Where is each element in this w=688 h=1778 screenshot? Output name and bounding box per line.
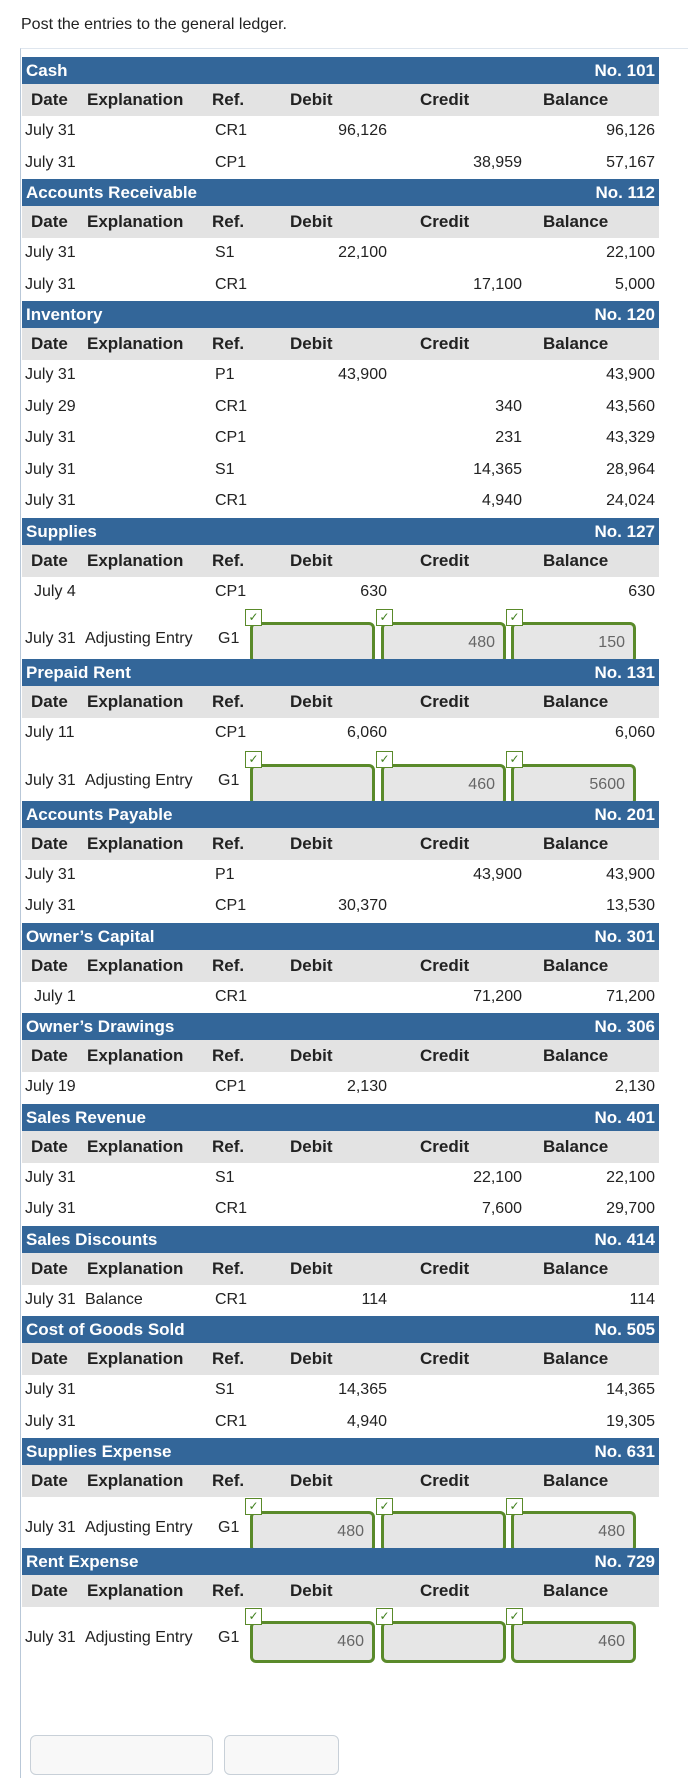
- ledger-account: [22, 518, 659, 660]
- credit-input[interactable]: 480: [381, 622, 506, 664]
- column-header-row: [22, 206, 659, 238]
- account-name: Inventory: [26, 305, 103, 324]
- column-header-debit: Debit: [290, 550, 333, 570]
- entry-debit: 114: [361, 1290, 387, 1308]
- account-number: No. 505: [594, 1320, 655, 1339]
- account-number: No. 112: [595, 183, 655, 202]
- column-header-balance: Balance: [543, 1136, 609, 1156]
- entry-debit: 630: [360, 582, 387, 600]
- account-number: No. 729: [594, 1552, 655, 1571]
- ledger-entry-row: [22, 1407, 659, 1439]
- entry-ref: P1: [215, 865, 235, 883]
- entry-balance: 24,024: [606, 492, 655, 509]
- column-header-explanation: Explanation: [87, 90, 184, 109]
- account-number: No. 127: [594, 521, 655, 541]
- account-header: [22, 1013, 659, 1040]
- ledger-account: [22, 801, 659, 923]
- account-header: [22, 1438, 659, 1465]
- account-header: [22, 57, 659, 84]
- column-header-date: Date: [31, 955, 68, 975]
- account-number: No. 301: [594, 926, 655, 946]
- account-name: Owner’s Capital: [26, 926, 155, 946]
- entry-balance: 43,900: [606, 865, 655, 883]
- entry-date: July 31: [25, 366, 76, 383]
- ledger-entry-row: [22, 1285, 659, 1317]
- entry-credit: 231: [495, 429, 522, 446]
- check-icon: ✓: [376, 609, 393, 626]
- adjusting-entry-row: [22, 608, 659, 659]
- entry-ref: S1: [215, 1381, 235, 1398]
- account-name: Accounts Receivable: [26, 183, 198, 202]
- account-header: [22, 659, 659, 686]
- account-name: Supplies Expense: [26, 1442, 172, 1461]
- column-header-balance: Balance: [543, 692, 609, 711]
- adjusting-entry-row: [22, 1497, 659, 1548]
- entry-debit: 43,900: [338, 366, 387, 383]
- entry-balance: 5,000: [614, 275, 655, 293]
- column-header-balance: Balance: [543, 1349, 609, 1368]
- check-icon: ✓: [245, 609, 262, 626]
- entry-ref: CR1: [215, 397, 248, 415]
- column-header-credit: Credit: [420, 1349, 470, 1368]
- column-header-ref: Ref.: [212, 550, 245, 570]
- ledger-entry-row: [22, 423, 659, 455]
- account-name: Accounts Payable: [26, 804, 173, 824]
- entry-ref: CP1: [215, 582, 247, 600]
- entry-ref: G1: [218, 1629, 240, 1646]
- column-header-explanation: Explanation: [87, 1258, 184, 1278]
- entry-ref: CR1: [215, 122, 248, 139]
- column-header-date: Date: [31, 1046, 68, 1065]
- entry-explanation: Balance: [85, 1290, 143, 1308]
- column-header-date: Date: [31, 212, 68, 231]
- entry-date: July 31: [25, 865, 76, 883]
- column-header-credit: Credit: [420, 334, 470, 353]
- column-header-row: [22, 950, 659, 982]
- ledger-entry-row: [22, 116, 659, 148]
- account-header: [22, 923, 659, 950]
- entry-balance: 22,100: [606, 244, 655, 261]
- column-header-row: [22, 1131, 659, 1163]
- entry-date: July 29: [25, 397, 76, 415]
- column-header-debit: Debit: [290, 955, 333, 975]
- column-header-date: Date: [31, 550, 68, 570]
- entry-date: July 31: [25, 1629, 76, 1646]
- column-header-row: [22, 545, 659, 577]
- column-header-credit: Credit: [420, 90, 470, 109]
- entry-debit: 96,126: [338, 122, 387, 139]
- column-header-explanation: Explanation: [87, 1046, 184, 1065]
- ledger-account: [22, 1548, 659, 1658]
- check-icon: ✓: [245, 1498, 262, 1515]
- column-header-row: [22, 1465, 659, 1497]
- entry-ref: CP1: [215, 429, 247, 446]
- ledger-entry-row: [22, 1375, 659, 1407]
- entry-ref: G1: [218, 771, 240, 789]
- entry-date: July 31: [25, 460, 76, 478]
- entry-date: July 31: [25, 1412, 76, 1430]
- column-header-row: [22, 1040, 659, 1072]
- column-header-row: [22, 1575, 659, 1607]
- account-header: [22, 518, 659, 545]
- column-header-credit: Credit: [420, 833, 470, 853]
- account-header: [22, 1104, 659, 1131]
- column-header-credit: Credit: [420, 212, 470, 231]
- credit-input[interactable]: [381, 1511, 506, 1553]
- ledger-account: [22, 1013, 659, 1104]
- entry-date: July 31: [25, 897, 76, 914]
- column-header-credit: Credit: [420, 1581, 470, 1600]
- column-header-date: Date: [31, 1349, 68, 1368]
- entry-ref: S1: [215, 460, 235, 478]
- ledger-entry-row: [22, 148, 659, 180]
- column-header-date: Date: [31, 1136, 68, 1156]
- check-icon: ✓: [506, 751, 523, 768]
- column-header-credit: Credit: [420, 1471, 470, 1490]
- column-header-debit: Debit: [290, 692, 333, 711]
- ledger-entry-row: [22, 486, 659, 518]
- account-header: [22, 801, 659, 828]
- debit-input[interactable]: [250, 622, 375, 664]
- account-header: [22, 301, 659, 328]
- column-header-date: Date: [31, 692, 68, 711]
- column-header-credit: Credit: [420, 955, 470, 975]
- entry-balance: 630: [628, 582, 655, 600]
- account-name: Supplies: [26, 521, 97, 541]
- balance-input[interactable]: 150: [511, 622, 636, 664]
- entry-ref: S1: [215, 1168, 235, 1186]
- entry-credit: 43,900: [473, 865, 522, 883]
- adjusting-entry-row: [22, 1607, 659, 1658]
- check-icon: ✓: [245, 1608, 262, 1625]
- entry-date: July 4: [34, 582, 76, 600]
- column-header-explanation: Explanation: [87, 1581, 184, 1600]
- balance-input[interactable]: 460: [511, 1621, 636, 1663]
- entry-balance: 29,700: [606, 1200, 655, 1217]
- entry-credit: 4,940: [481, 492, 522, 509]
- entry-debit: 2,130: [346, 1078, 387, 1095]
- column-header-row: [22, 828, 659, 860]
- column-header-credit: Credit: [420, 692, 470, 711]
- column-header-credit: Credit: [420, 1258, 470, 1278]
- column-header-row: [22, 328, 659, 360]
- entry-ref: CR1: [215, 275, 248, 293]
- entry-ref: CR1: [215, 1412, 248, 1430]
- balance-input[interactable]: 480: [511, 1511, 636, 1553]
- ledger-entry-row: [22, 577, 659, 609]
- entry-date: July 31: [25, 1168, 76, 1186]
- instruction-text: Post the entries to the general ledger.: [21, 16, 287, 33]
- column-header-debit: Debit: [290, 1046, 333, 1065]
- column-header-credit: Credit: [420, 1136, 470, 1156]
- account-header: [22, 1226, 659, 1253]
- ledger-account: [22, 1316, 659, 1438]
- column-header-ref: Ref.: [212, 833, 245, 853]
- entry-credit: 22,100: [473, 1168, 522, 1186]
- column-header-explanation: Explanation: [87, 833, 184, 853]
- column-header-debit: Debit: [290, 1471, 333, 1490]
- entry-balance: 28,964: [606, 460, 655, 478]
- column-header-explanation: Explanation: [87, 955, 184, 975]
- entry-ref: S1: [215, 244, 235, 261]
- account-number: No. 131: [594, 663, 655, 682]
- account-number: No. 120: [594, 305, 655, 324]
- entry-date: July 31: [25, 1200, 76, 1217]
- column-header-balance: Balance: [543, 1471, 609, 1490]
- entry-date: July 31: [25, 429, 76, 446]
- column-header-explanation: Explanation: [87, 334, 184, 353]
- entry-balance: 57,167: [606, 153, 655, 171]
- ledger-account: [22, 1104, 659, 1226]
- debit-input[interactable]: 480: [250, 1511, 375, 1553]
- column-header-balance: Balance: [543, 1581, 609, 1600]
- ledger-entry-row: [22, 270, 659, 302]
- account-name: Sales Revenue: [26, 1107, 147, 1127]
- ledger-account: [22, 57, 659, 179]
- account-header: [22, 179, 659, 206]
- account-number: No. 306: [594, 1017, 655, 1036]
- column-header-row: [22, 1253, 659, 1285]
- column-header-debit: Debit: [290, 1349, 333, 1368]
- account-name: Cash: [26, 61, 68, 80]
- ledger-account: [22, 179, 659, 301]
- column-header-debit: Debit: [290, 212, 333, 231]
- entry-ref: P1: [215, 366, 235, 383]
- column-header-row: [22, 84, 659, 116]
- column-header-ref: Ref.: [212, 1349, 245, 1368]
- column-header-row: [22, 686, 659, 718]
- adjusting-entry-row: [22, 750, 659, 801]
- column-header-explanation: Explanation: [87, 1136, 184, 1156]
- entry-date: July 31: [25, 244, 76, 261]
- column-header-date: Date: [31, 90, 68, 109]
- entry-balance: 13,530: [606, 897, 655, 914]
- ledger-entry-row: [22, 1072, 659, 1104]
- column-header-debit: Debit: [290, 1258, 333, 1278]
- account-name: Owner’s Drawings: [26, 1017, 175, 1036]
- ledger-entry-row: [22, 238, 659, 270]
- column-header-balance: Balance: [543, 1046, 609, 1065]
- column-header-date: Date: [31, 1581, 68, 1600]
- column-header-balance: Balance: [543, 334, 609, 353]
- entry-ref: G1: [218, 630, 240, 647]
- submit-button[interactable]: [30, 1735, 213, 1775]
- ledger-entry-row: [22, 360, 659, 392]
- entry-balance: 6,060: [614, 724, 655, 741]
- column-header-explanation: Explanation: [87, 212, 184, 231]
- entry-credit: 71,200: [473, 987, 522, 1005]
- entry-date: July 11: [25, 724, 75, 741]
- column-header-date: Date: [31, 1471, 68, 1490]
- check-icon: ✓: [506, 1498, 523, 1515]
- column-header-ref: Ref.: [212, 90, 245, 109]
- column-header-ref: Ref.: [212, 1258, 245, 1278]
- column-header-ref: Ref.: [212, 955, 245, 975]
- entry-credit: 7,600: [481, 1200, 522, 1217]
- credit-input[interactable]: 460: [381, 764, 506, 806]
- entry-date: July 19: [25, 1078, 76, 1095]
- account-header: [22, 1316, 659, 1343]
- check-icon: ✓: [245, 751, 262, 768]
- entry-ref: CR1: [215, 987, 248, 1005]
- column-header-debit: Debit: [290, 334, 333, 353]
- check-icon: ✓: [376, 1608, 393, 1625]
- entry-balance: 43,900: [606, 366, 655, 383]
- balance-input[interactable]: 5600: [511, 764, 636, 806]
- entry-balance: 114: [629, 1290, 655, 1308]
- check-icon: ✓: [376, 751, 393, 768]
- account-name: Prepaid Rent: [26, 663, 131, 682]
- ledger-account: [22, 1226, 659, 1317]
- column-header-balance: Balance: [543, 833, 609, 853]
- entry-ref: CR1: [215, 1200, 248, 1217]
- entry-credit: 38,959: [473, 153, 522, 171]
- check-icon: ✓: [506, 1608, 523, 1625]
- column-header-ref: Ref.: [212, 1136, 245, 1156]
- column-header-date: Date: [31, 1258, 68, 1278]
- column-header-date: Date: [31, 334, 68, 353]
- column-header-balance: Balance: [543, 955, 609, 975]
- column-header-debit: Debit: [290, 90, 333, 109]
- entry-balance: 71,200: [606, 987, 655, 1005]
- account-number: No. 631: [594, 1442, 655, 1461]
- account-number: No. 201: [594, 804, 655, 824]
- general-ledger: [22, 57, 659, 1658]
- entry-credit: 17,100: [473, 275, 522, 293]
- account-header: [22, 1548, 659, 1575]
- account-number: No. 401: [594, 1107, 655, 1127]
- entry-date: July 31: [25, 771, 76, 789]
- debit-input[interactable]: 460: [250, 1621, 375, 1663]
- entry-ref: CR1: [215, 1290, 248, 1308]
- entry-balance: 43,560: [606, 397, 655, 415]
- entry-ref: CP1: [215, 153, 247, 171]
- ledger-entry-row: [22, 1163, 659, 1195]
- entry-explanation: Adjusting Entry: [85, 630, 193, 647]
- ledger-account: [22, 1438, 659, 1548]
- column-header-explanation: Explanation: [87, 692, 184, 711]
- debit-input[interactable]: [250, 764, 375, 806]
- entry-debit: 4,940: [346, 1412, 387, 1430]
- entry-ref: CP1: [215, 897, 247, 914]
- column-header-ref: Ref.: [212, 1581, 245, 1600]
- entry-debit: 6,060: [346, 724, 387, 741]
- entry-balance: 43,329: [606, 429, 655, 446]
- column-header-credit: Credit: [420, 550, 470, 570]
- account-name: Cost of Goods Sold: [26, 1320, 185, 1339]
- entry-date: July 31: [25, 630, 76, 647]
- entry-ref: CP1: [215, 1078, 247, 1095]
- account-name: Rent Expense: [26, 1552, 139, 1571]
- ledger-entry-row: [22, 982, 659, 1014]
- secondary-button[interactable]: [224, 1735, 339, 1775]
- column-header-explanation: Explanation: [87, 1471, 184, 1490]
- entry-balance: 96,126: [606, 122, 655, 139]
- column-header-ref: Ref.: [212, 692, 245, 711]
- entry-date: July 31: [25, 122, 76, 139]
- column-header-date: Date: [31, 833, 68, 853]
- column-header-balance: Balance: [543, 212, 609, 231]
- entry-date: July 31: [25, 1381, 76, 1398]
- ledger-entry-row: [22, 392, 659, 424]
- column-header-explanation: Explanation: [87, 550, 184, 570]
- ledger-entry-row: [22, 860, 659, 892]
- column-header-credit: Credit: [420, 1046, 470, 1065]
- ledger-entry-row: [22, 891, 659, 923]
- entry-explanation: Adjusting Entry: [85, 1629, 193, 1646]
- entry-debit: 30,370: [338, 897, 387, 914]
- check-icon: ✓: [506, 609, 523, 626]
- entry-explanation: Adjusting Entry: [85, 1519, 193, 1536]
- entry-balance: 2,130: [614, 1078, 655, 1095]
- column-header-ref: Ref.: [212, 334, 245, 353]
- column-header-ref: Ref.: [212, 1046, 245, 1065]
- entry-balance: 19,305: [606, 1412, 655, 1430]
- ledger-entry-row: [22, 455, 659, 487]
- entry-balance: 22,100: [606, 1168, 655, 1186]
- entry-date: July 31: [25, 1290, 76, 1308]
- column-header-explanation: Explanation: [87, 1349, 184, 1368]
- entry-ref: CR1: [215, 492, 248, 509]
- credit-input[interactable]: [381, 1621, 506, 1663]
- entry-ref: CP1: [215, 724, 247, 741]
- column-header-balance: Balance: [543, 1258, 609, 1278]
- entry-debit: 22,100: [338, 244, 387, 261]
- entry-credit: 340: [495, 397, 522, 415]
- column-header-ref: Ref.: [212, 1471, 245, 1490]
- entry-credit: 14,365: [473, 460, 522, 478]
- entry-date: July 1: [34, 987, 76, 1005]
- ledger-entry-row: [22, 1194, 659, 1226]
- column-header-ref: Ref.: [212, 212, 245, 231]
- entry-ref: G1: [218, 1519, 240, 1536]
- ledger-account: [22, 301, 659, 518]
- column-header-balance: Balance: [543, 550, 609, 570]
- account-number: No. 101: [594, 61, 655, 80]
- column-header-balance: Balance: [543, 90, 609, 109]
- column-header-debit: Debit: [290, 1136, 333, 1156]
- ledger-account: [22, 923, 659, 1014]
- entry-explanation: Adjusting Entry: [85, 771, 193, 789]
- ledger-entry-row: [22, 718, 659, 750]
- column-header-debit: Debit: [290, 1581, 333, 1600]
- column-header-debit: Debit: [290, 833, 333, 853]
- ledger-account: [22, 659, 659, 801]
- account-name: Sales Discounts: [26, 1229, 158, 1249]
- check-icon: ✓: [376, 1498, 393, 1515]
- column-header-row: [22, 1343, 659, 1375]
- entry-date: July 31: [25, 1519, 76, 1536]
- entry-date: July 31: [25, 153, 76, 171]
- entry-date: July 31: [25, 275, 76, 293]
- entry-balance: 14,365: [606, 1381, 655, 1398]
- entry-date: July 31: [25, 492, 76, 509]
- entry-debit: 14,365: [338, 1381, 387, 1398]
- account-number: No. 414: [594, 1229, 655, 1249]
